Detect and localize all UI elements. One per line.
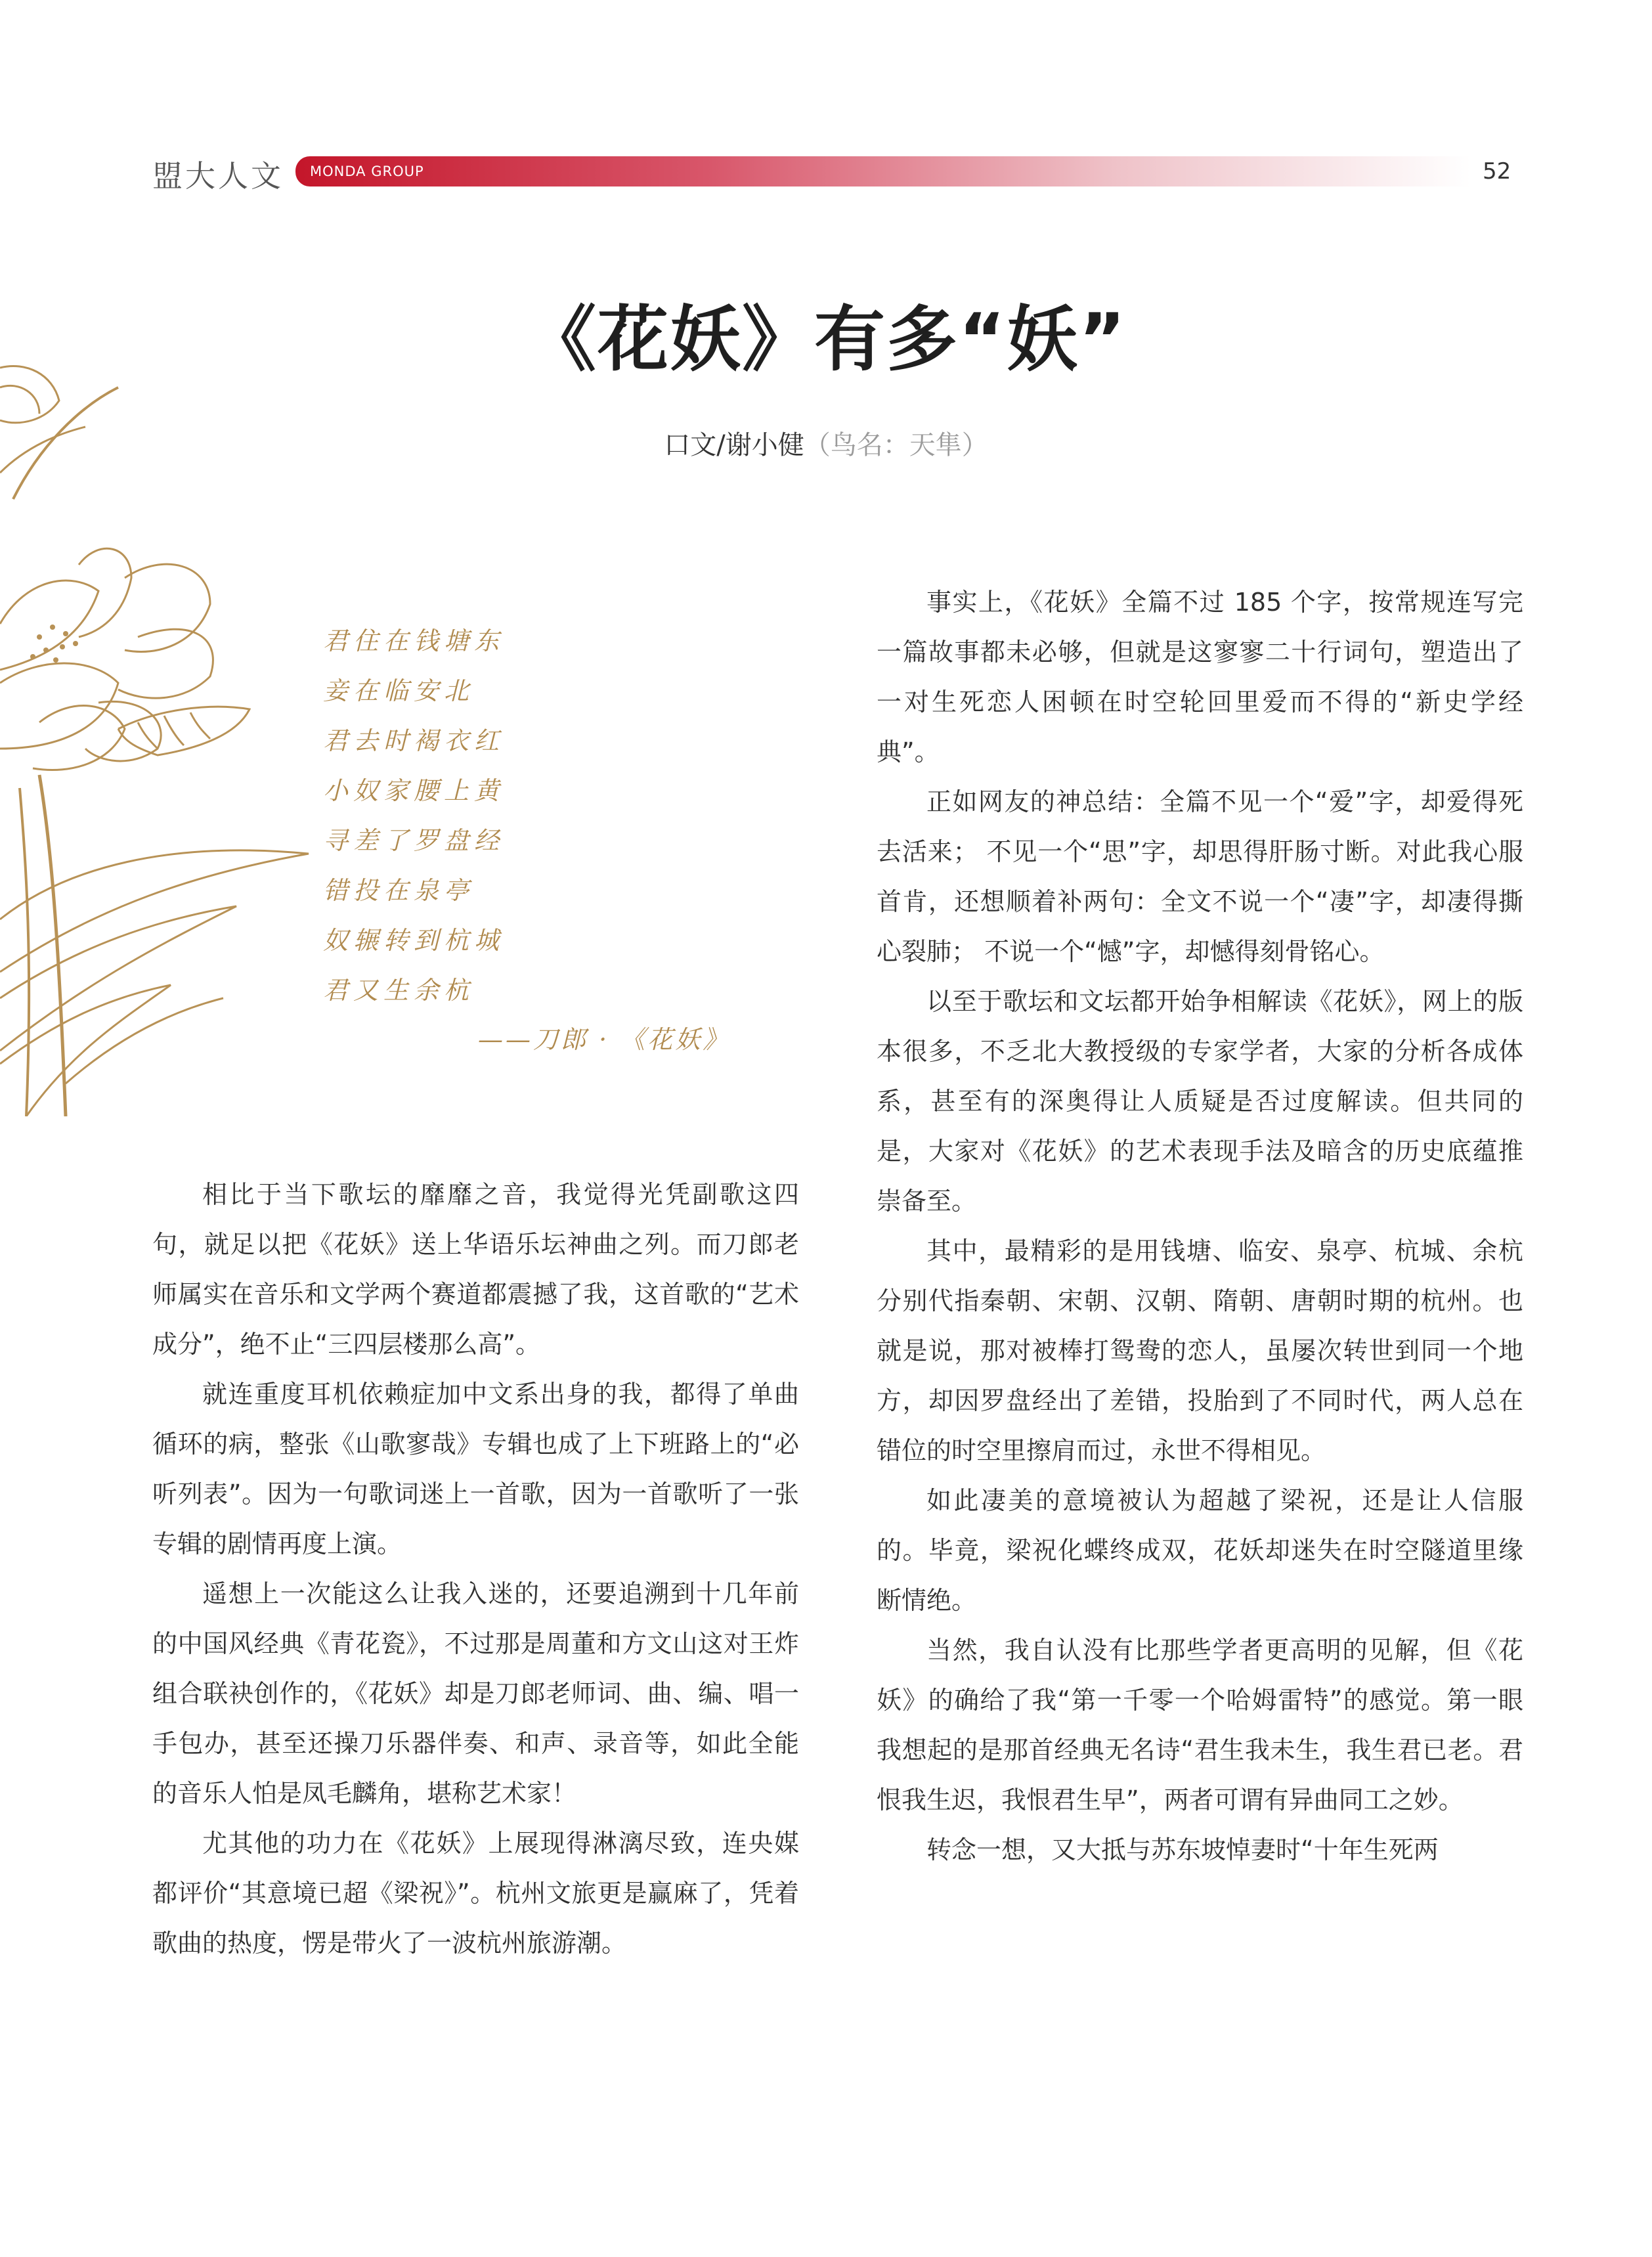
body-paragraph: 遥想上一次能这么让我入迷的，还要追溯到十几年前的中国风经典《青花瓷》，不过那是周董和方文山这对王炸组合联袂创作的，《花妖》却是刀郎老师词、曲、编、唱一手包办，甚至还操刀乐器伴奏、和声、录音等，如此全能的音乐人怕是凤毛麟角，堪称艺术家！ (152, 1579, 799, 1808)
byline-pen-name: （鸟名：天隼） (804, 430, 988, 460)
body-paragraph: 尤其他的功力在《花妖》上展现得淋漓尽致，连央媒都评价“其意境已超《梁祝》”。杭州文旅更是赢麻了，凭着歌曲的热度，愣是带火了一波杭州旅游潮。 (152, 1829, 799, 1958)
poem-line: 君又生余杭 (323, 976, 475, 1005)
poem-line: 君住在钱塘东 (323, 626, 505, 655)
header-group-label: MONDA GROUP (310, 164, 424, 179)
body-paragraph: 以至于歌坛和文坛都开始争相解读《花妖》，网上的版本很多，不乏北大教授级的专家学者，大家的分析各成体系，甚至有的深奥得让人质疑是否过度解读。但共同的是，大家对《花妖》的艺术表现手法及暗含的历史底蕴推崇备至。 (877, 987, 1523, 1216)
body-paragraph: 事实上，《花妖》全篇不过 185 个字，按常规连写完一篇故事都未必够，但就是这寥寥二十行词句，塑造出了一对生死恋人困顿在时空轮回里爱而不得的“新史学经典”。 (877, 588, 1523, 766)
page-number: 52 (1483, 158, 1511, 185)
body-paragraph: 当然，我自认没有比那些学者更高明的见解，但《花妖》的确给了我“第一千零一个哈姆雷特”的感觉。第一眼我想起的是那首经典无名诗“君生我未生，我生君已老。君恨我生迟，我恨君生早”，两者可谓有异曲同工之妙。 (877, 1636, 1523, 1814)
byline-author: 口文/谢小健 (664, 430, 804, 460)
header-accent-bar (295, 156, 1471, 186)
poem-line: 奴辗转到杭城 (323, 926, 505, 955)
poem-block (323, 616, 504, 1015)
article-title: 《花妖》有多“妖” (525, 299, 1127, 381)
poem-line: 错投在泉亭 (323, 876, 475, 905)
poem-line: 小奴家腰上黄 (323, 776, 505, 805)
poem-line: 君去时褐衣红 (323, 726, 505, 755)
poem-line: 寻差了罗盘经 (323, 826, 505, 855)
body-paragraph: 相比于当下歌坛的靡靡之音，我觉得光凭副歌这四句，就足以把《花妖》送上华语乐坛神曲之列。而刀郎老师属实在音乐和文学两个赛道都震撼了我，这首歌的“艺术成分”，绝不止“三四层楼那么高”。 (152, 1180, 799, 1359)
poem-line: 妾在临安北 (323, 676, 475, 705)
body-paragraph: 正如网友的神总结：全篇不见一个“爱”字，却爱得死去活来； 不见一个“思”字，却思得肝肠寸断。对此我心服首肯，还想顺着补两句：全文不说一个“凄”字，却凄得撕心裂肺； 不说一个“憾”字，却憾得刻骨铭心。 (877, 787, 1523, 966)
body-column-left (152, 1170, 799, 1968)
magazine-brand: 盟大人文 (152, 158, 284, 194)
body-paragraph: 如此凄美的意境被认为超越了梁祝，还是让人信服的。毕竟，梁祝化蝶终成双，花妖却迷失在时空隧道里缘断情绝。 (877, 1486, 1523, 1615)
body-paragraph: 其中，最精彩的是用钱塘、临安、泉亭、杭城、余杭分别代指秦朝、宋朝、汉朝、隋朝、唐朝时期的杭州。也就是说，那对被棒打鸳鸯的恋人，虽屡次转世到同一个地方，却因罗盘经出了差错，投胎到了不同时代，两人总在错位的时空里擦肩而过，永世不得相见。 (877, 1237, 1523, 1465)
poem-attribution: ——刀郎 · 《花妖》 (478, 1025, 731, 1054)
body-paragraph: 就连重度耳机依赖症加中文系出身的我，都得了单曲循环的病，整张《山歌寥哉》专辑也成了上下班路上的“必听列表”。因为一句歌词迷上一首歌，因为一首歌听了一张专辑的剧情再度上演。 (152, 1380, 799, 1558)
body-column-right (877, 577, 1523, 1875)
body-paragraph: 转念一想，又大抵与苏东坡悼妻时“十年生死两 (926, 1835, 1439, 1864)
